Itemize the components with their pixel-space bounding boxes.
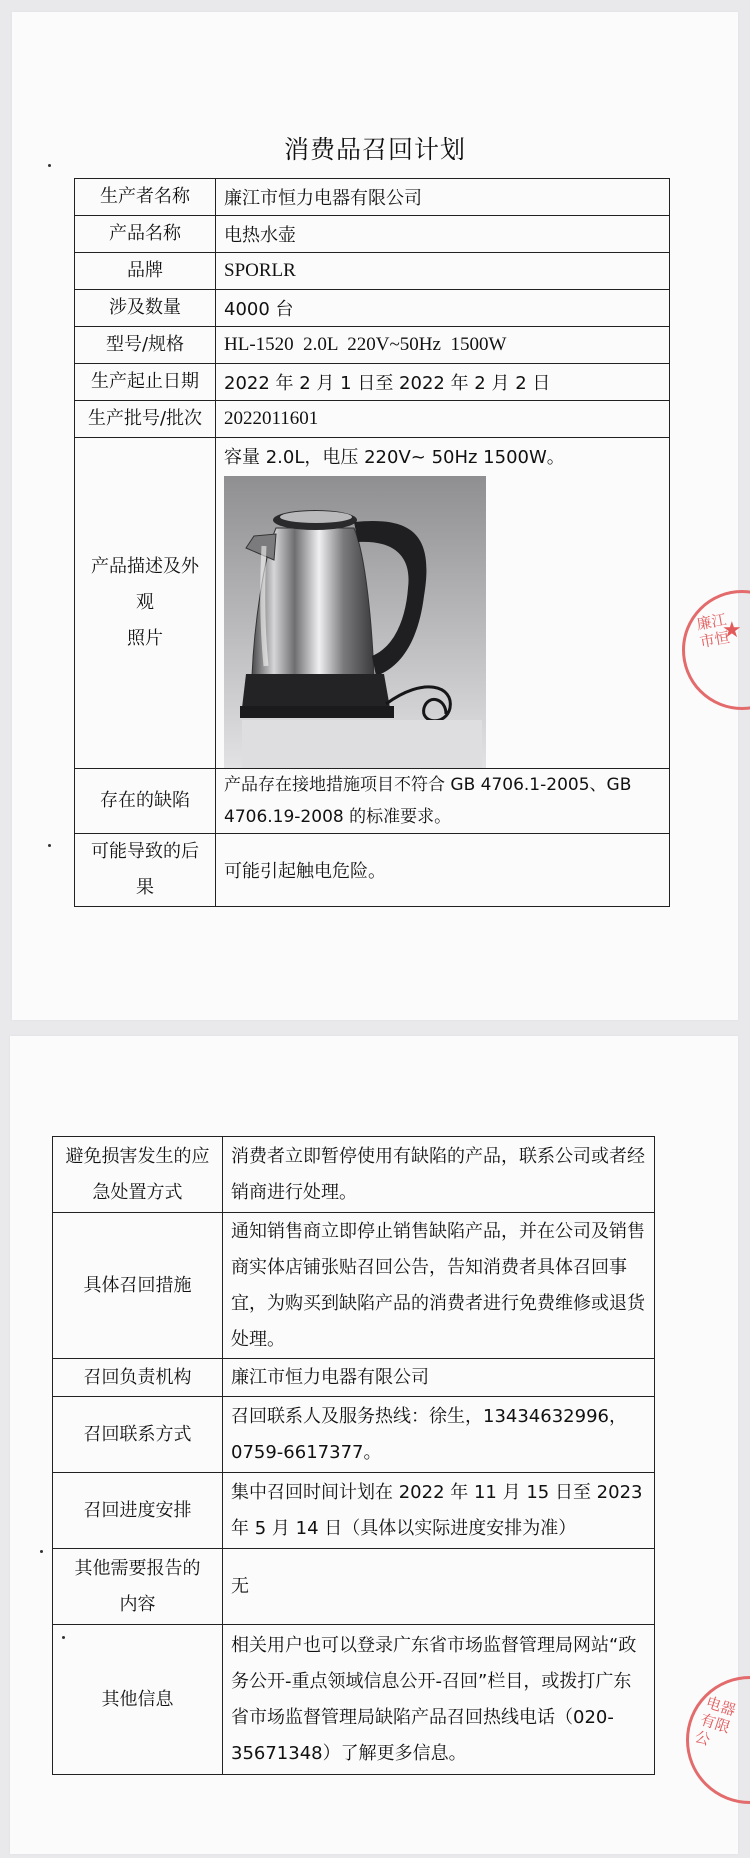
row-label: 可能导致的后果: [75, 834, 216, 907]
row-label: 召回联系方式: [53, 1397, 223, 1473]
row-value: [216, 438, 670, 769]
recall-plan-table-part2: [52, 1136, 655, 1775]
description-text: 容量 2.0L，电压 220V~ 50Hz 1500W。: [224, 447, 565, 468]
seal-text: 廉江市恒: [695, 610, 731, 652]
kettle-image: [224, 476, 486, 768]
table-row: [75, 364, 670, 401]
table-row-description: [75, 438, 670, 769]
table-row: [53, 1549, 655, 1625]
row-label: 产品名称: [75, 216, 216, 253]
row-value: 可能引起触电危险。: [216, 834, 670, 907]
row-value: 集中召回时间计划在 2022 年 11 月 15 日至 2023 年 5 月 14 日（具体以实际进度安排为准）: [223, 1473, 655, 1549]
row-value: 产品存在接地措施项目不符合 GB 4706.1-2005、GB 4706.19-2008 的标准要求。: [216, 769, 670, 834]
row-label: 型号/规格: [75, 327, 216, 364]
table-row: [75, 290, 670, 327]
row-label: 召回负责机构: [53, 1359, 223, 1397]
row-label: 生产起止日期: [75, 364, 216, 401]
row-value: 消费者立即暂停使用有缺陷的产品，联系公司或者经销商进行处理。: [223, 1137, 655, 1213]
table-row: [53, 1397, 655, 1473]
description-label-line2: 照片: [127, 628, 163, 649]
table-row: [53, 1213, 655, 1359]
recall-plan-table-part1: [74, 178, 670, 907]
row-label: 避免损害发生的应急处置方式: [53, 1137, 223, 1213]
table-row: [75, 253, 670, 290]
row-label: [75, 438, 216, 769]
row-label: 其他需要报告的内容: [53, 1549, 223, 1625]
table-row: [75, 834, 670, 907]
row-value: 4000 台: [216, 290, 670, 327]
row-value: 廉江市恒力电器有限公司: [216, 179, 670, 216]
table-row: [75, 216, 670, 253]
table-row: [75, 179, 670, 216]
row-label: 具体召回措施: [53, 1213, 223, 1359]
description-label-line1: 产品描述及外观: [91, 556, 199, 613]
document-page-1: [12, 12, 742, 1020]
seal-text: 电器有限公: [692, 1693, 738, 1750]
row-value: 廉江市恒力电器有限公司: [223, 1359, 655, 1397]
table-row: [75, 401, 670, 438]
row-value: 无: [223, 1549, 655, 1625]
scan-speck: [48, 844, 51, 847]
row-label: 生产者名称: [75, 179, 216, 216]
product-photo: [224, 476, 486, 768]
row-label: 其他信息: [53, 1625, 223, 1775]
row-label: 涉及数量: [75, 290, 216, 327]
scan-speck: [40, 1550, 43, 1553]
row-label: 生产批号/批次: [75, 401, 216, 438]
row-value: 2022011601: [216, 401, 670, 438]
row-label: 存在的缺陷: [75, 769, 216, 834]
row-value: 通知销售商立即停止销售缺陷产品，并在公司及销售商实体店铺张贴召回公告，告知消费者具体召回事宜，为购买到缺陷产品的消费者进行免费维修或退货处理。: [223, 1213, 655, 1359]
seal-star-icon: ★: [722, 618, 742, 643]
table-row-defect: [75, 769, 670, 834]
table-row: [75, 327, 670, 364]
row-value: 2022 年 2 月 1 日至 2022 年 2 月 2 日: [216, 364, 670, 401]
row-value: 电热水壶: [216, 216, 670, 253]
table-row: [53, 1625, 655, 1775]
row-value: 相关用户也可以登录广东省市场监督管理局网站“政务公开-重点领域信息公开-召回”栏目，或拨打广东省市场监督管理局缺陷产品召回热线电话（020-35671348）了解更多信息。: [223, 1625, 655, 1775]
document-title: 消费品召回计划: [283, 135, 466, 164]
scan-speck: [48, 164, 51, 167]
row-value: 召回联系人及服务热线：徐生，13434632996，0759-6617377。: [223, 1397, 655, 1473]
red-seal-stamp: [682, 590, 750, 710]
table-row: [53, 1473, 655, 1549]
row-label: 召回进度安排: [53, 1473, 223, 1549]
table-row: [53, 1137, 655, 1213]
row-value: SPORLR: [216, 253, 670, 290]
row-value: HL-1520 2.0L 220V~50Hz 1500W: [216, 327, 670, 364]
table-row: [53, 1359, 655, 1397]
row-label: 品牌: [75, 253, 216, 290]
